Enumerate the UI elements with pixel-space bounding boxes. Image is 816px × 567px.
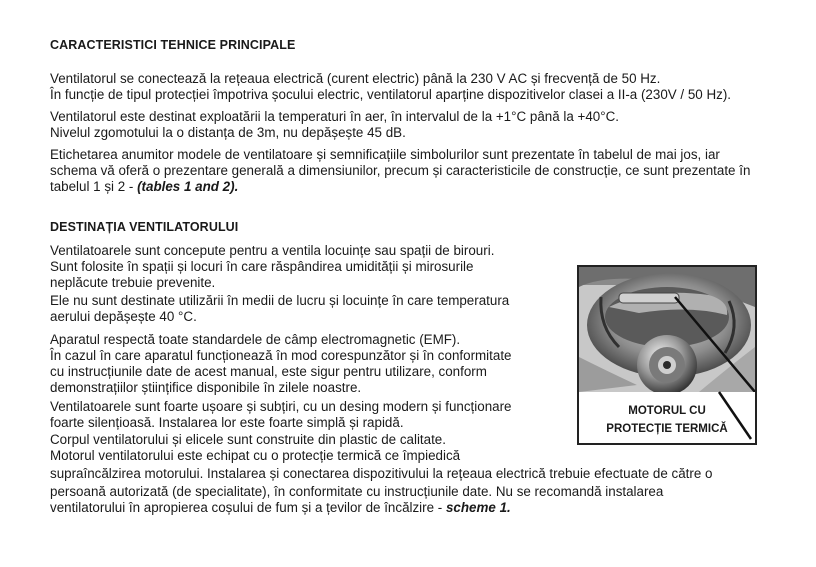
section2-line-7: În cazul în care aparatul funcționează în mod corespunzător și în conformitate [50, 348, 512, 363]
section2-line-8: cu instrucțiunile date de acest manual, este sigur pentru utilizare, conform [50, 364, 487, 379]
figure-caption-line-2: PROTECȚIE TERMICĂ [606, 423, 728, 435]
section1-line-6: schema vă oferă o prezentare generală a dimensiunilor, precum și caracteristicile de construcție, ce sunt prezentate în [50, 163, 751, 178]
heading-destination: DESTINAȚIA VENTILATORULUI [50, 220, 239, 234]
section1-line-7 [50, 179, 238, 195]
heading-characteristics: CARACTERISTICI TEHNICE PRINCIPALE [50, 38, 296, 52]
section1-line-3: Ventilatorul este destinat exploatării la temperaturi în aer, în intervalul de la +1°C până la +40°C. [50, 109, 619, 124]
section2-line-3: neplăcute trebuie prevenite. [50, 275, 216, 290]
section2-line-15: persoană autorizată (de specialitate), în conformitate cu instrucțiunile date. Nu se recomandă instalarea [50, 484, 664, 499]
section2-line-13: Motorul ventilatorului este echipat cu o protecție termică ce împiedică [50, 448, 461, 463]
section1-line-5: Etichetarea anumitor modele de ventilatoare și semnificațiile simbolurilor sunt prezentate în tabelul de mai jos, iar [50, 147, 720, 162]
tables-reference: (tables 1 and 2). [137, 179, 239, 194]
section1-line-1: Ventilatorul se conectează la rețeaua electrică (curent electric) până la 230 V AC și frecvență de 50 Hz. [50, 71, 661, 86]
section2-line-16-text: ventilatorului în apropierea coșului de fum și a țevilor de încălzire - [50, 500, 446, 515]
section2-line-10: Ventilatoarele sunt foarte ușoare și subțiri, cu un desing modern și funcționare [50, 399, 512, 414]
section1-line-2: În funcție de tipul protecției împotriva șocului electric, ventilatorul aparține dispozitivelor clasei a II-a (230V / 50 Hz). [50, 87, 732, 102]
section2-line-14: supraîncălzirea motorului. Instalarea și conectarea dispozitivului la rețeaua electrică trebuie efectuate de către o [50, 466, 713, 481]
section2-line-2: Sunt folosite în spații și locuri în care răspândirea umidității și mirosurile [50, 259, 474, 274]
section2-line-12: Corpul ventilatorului și elicele sunt construite din plastic de calitate. [50, 432, 446, 447]
section2-line-4: Ele nu sunt destinate utilizării în medii de lucru și locuințe în care temperatura [50, 293, 510, 308]
section2-line-1: Ventilatoarele sunt concepute pentru a ventila locuințe sau spații de birouri. [50, 243, 495, 258]
section2-line-16 [50, 500, 511, 516]
section2-line-6: Aparatul respectă toate standardele de câmp electromagnetic (EMF). [50, 332, 461, 347]
motor-figure [577, 265, 757, 445]
section1-line-7-text: tabelul 1 și 2 - [50, 179, 138, 194]
scheme-reference: scheme 1. [445, 500, 511, 515]
section2-line-11: foarte silențioasă. Instalarea lor este foarte simplă și rapidă. [50, 415, 404, 430]
section2-line-5: aerului depășește 40 °C. [50, 309, 197, 324]
section2-line-9: demonstrațiilor științifice disponibile în zilele noastre. [50, 380, 362, 395]
figure-caption-line-1: MOTORUL CU [628, 405, 706, 417]
section1-line-4: Nivelul zgomotului la o distanța de 3m, nu depășește 45 dB. [50, 125, 406, 140]
